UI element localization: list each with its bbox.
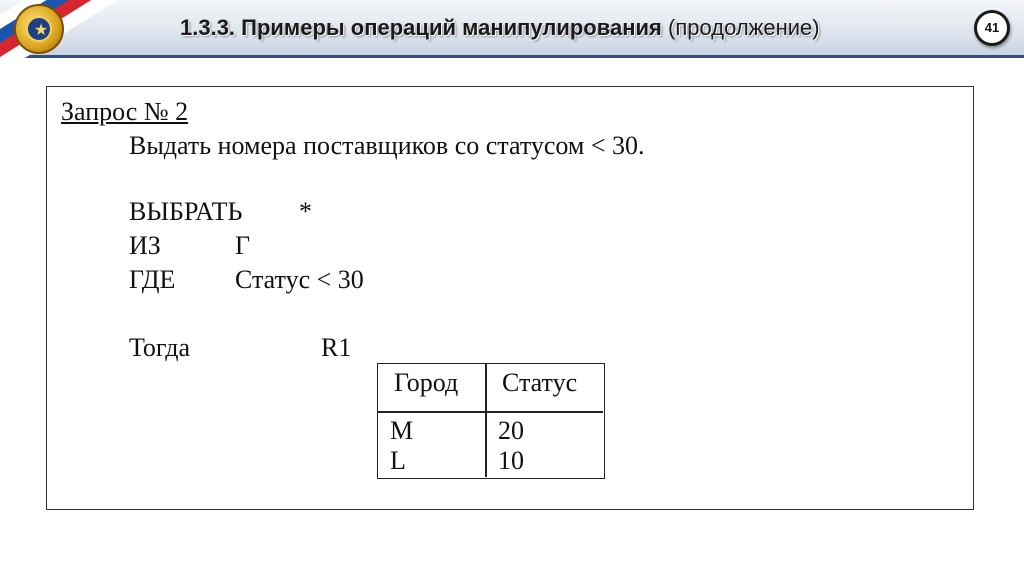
table-header-city: Город [394,368,459,397]
table-cell-status-2: 10 [498,446,524,475]
table-cell-status-1: 20 [498,416,524,445]
slide-title [180,10,820,46]
select-value: * [299,197,312,226]
emblem-icon: ★ [14,4,64,54]
then-label: Тогда [129,333,191,362]
page-number-badge: 41 [974,10,1010,46]
result-table [377,363,605,479]
query-title: Запрос № 2 [61,97,189,126]
from-keyword: ИЗ [129,231,161,260]
where-keyword: ГДЕ [129,265,176,294]
table-header-status: Статус [502,368,578,397]
slide-title-suffix: (продолжение) [668,15,820,40]
from-value: Г [235,231,251,260]
table-cell-city-1: M [390,416,414,445]
result-name: R1 [321,333,352,362]
table-cell-city-2: L [390,446,406,475]
query-description: Выдать номера поставщиков со статусом < 30. [129,131,645,160]
select-keyword: ВЫБРАТЬ [129,197,243,226]
content-box [46,86,974,510]
slide-header [0,0,1024,58]
where-value: Статус < 30 [235,265,364,294]
slide-title-main: 1.3.3. Примеры операций манипулирования [180,15,662,40]
